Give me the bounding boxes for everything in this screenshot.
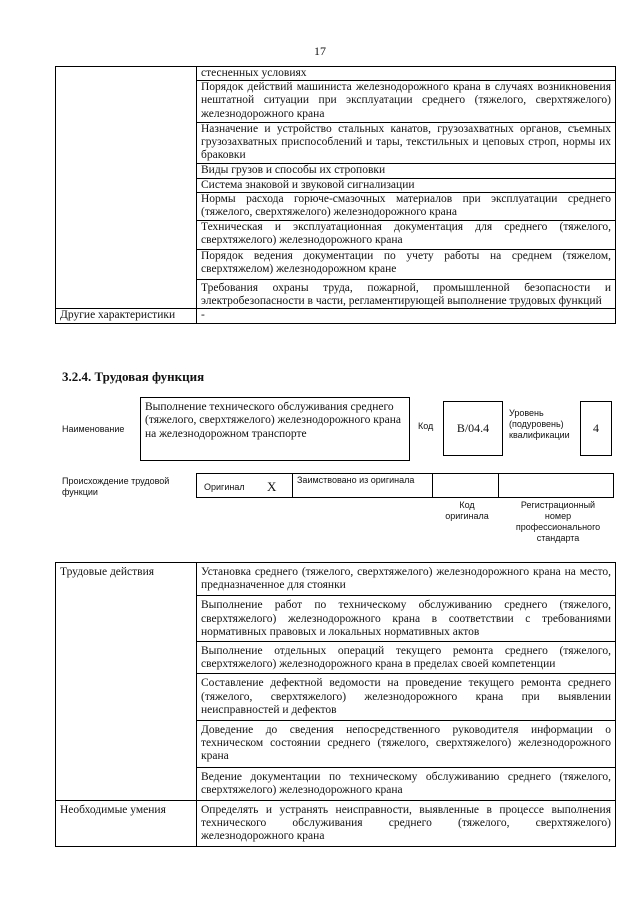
page-number: 17 [314, 44, 326, 58]
reg-caption: Регистрационный номер профессионального стандарта [515, 500, 601, 543]
borrowed-label: Заимствовано из оригинала [297, 475, 415, 485]
table-cell: Назначение и устройство стальных канатов, грузозахватных органов, съемных грузозахватных приспособлений и тары, текстильных и цеповых строп, нормы их браковки [197, 122, 616, 164]
table-cell: Выполнение работ по техническому обслуживанию среднего (тяжелого, сверхтяжелого) железнодорожного крана в соответствии с требованиями нормативных правовых и локальных нормативных актов [197, 596, 616, 642]
code-caption: Код оригинала [445, 500, 489, 521]
original-mark: X [267, 479, 277, 494]
original-code-cell [432, 473, 499, 498]
table-cell: Техническая и эксплуатационная документация для среднего (тяжелого, сверхтяжелого) железнодорожного крана [197, 221, 616, 249]
table-cell: стесненных условиях [197, 67, 616, 81]
table-cell: Определять и устранять неисправности, выявленные в процессе выполнения технического обслуживания среднего (тяжелого, сверхтяжелого) железнодорожного крана [197, 801, 616, 847]
function-code-box: B/04.4 [443, 401, 503, 456]
reg-number-cell [498, 473, 614, 498]
actions-table [55, 562, 616, 847]
name-label: Наименование [62, 424, 125, 434]
original-cell [196, 473, 293, 498]
table-row [56, 67, 616, 81]
table-cell: Выполнение отдельных операций текущего ремонта среднего (тяжелого, сверхтяжелого) железнодорожного крана в пределах своей компетенции [197, 642, 616, 674]
table-cell: Порядок ведения документации по учету работы на среднем (тяжелом, сверхтяжелом) железнодорожном кране [197, 249, 616, 279]
table-cell: Доведение до сведения непосредственного руководителя информации о техническом состоянии среднего (тяжелого, сверхтяжелого) железнодорожного крана [197, 721, 616, 768]
table-row [56, 563, 616, 596]
origin-row [196, 473, 614, 498]
borrowed-cell [292, 473, 433, 498]
table-cell: Ведение документации по техническому обслуживанию среднего (тяжелого, сверхтяжелого) железнодорожного крана [197, 767, 616, 800]
original-label: Оригинал [204, 482, 245, 492]
table-cell: Виды грузов и способы их строповки [197, 164, 616, 178]
table-cell: Система знаковой и звуковой сигнализации [197, 178, 616, 192]
section-title: 3.2.4. Трудовая функция [62, 369, 205, 384]
row-label [56, 67, 197, 309]
other-label: Другие характеристики [56, 309, 197, 323]
actions-label: Трудовые действия [56, 563, 197, 801]
other-value: - [197, 309, 616, 323]
origin-label: Происхождение трудовой функции [62, 476, 170, 497]
knowledge-table [55, 66, 616, 324]
skills-label: Необходимые умения [56, 801, 197, 847]
table-cell: Установка среднего (тяжелого, сверхтяжелого) железнодорожного крана на место, предназначенное для стоянки [197, 563, 616, 596]
table-row [56, 801, 616, 847]
function-name-box: Выполнение технического обслуживания среднего (тяжелого, сверхтяжелого) железнодорожного крана на железнодорожном транспорте [140, 397, 410, 461]
table-cell: Требования охраны труда, пожарной, промышленной безопасности и электробезопасности в части, регламентирующей выполнение трудовых функций [197, 280, 616, 309]
level-label: Уровень (подуровень) квалификации [509, 408, 570, 440]
table-cell: Нормы расхода горюче-смазочных материалов при эксплуатации среднего (тяжелого, сверхтяжелого) железнодорожного крана [197, 192, 616, 220]
code-label: Код [418, 421, 434, 431]
table-cell: Порядок действий машиниста железнодорожного крана в случаях возникновения нештатной ситуации при эксплуатации среднего (тяжелого, сверхтяжелого) железнодорожного крана [197, 81, 616, 123]
table-row [56, 309, 616, 323]
qualification-level-box: 4 [580, 401, 612, 456]
table-cell: Составление дефектной ведомости на проведение текущего ремонта среднего (тяжелого, сверхтяжелого) железнодорожного крана при выявлении неисправностей и дефектов [197, 674, 616, 721]
